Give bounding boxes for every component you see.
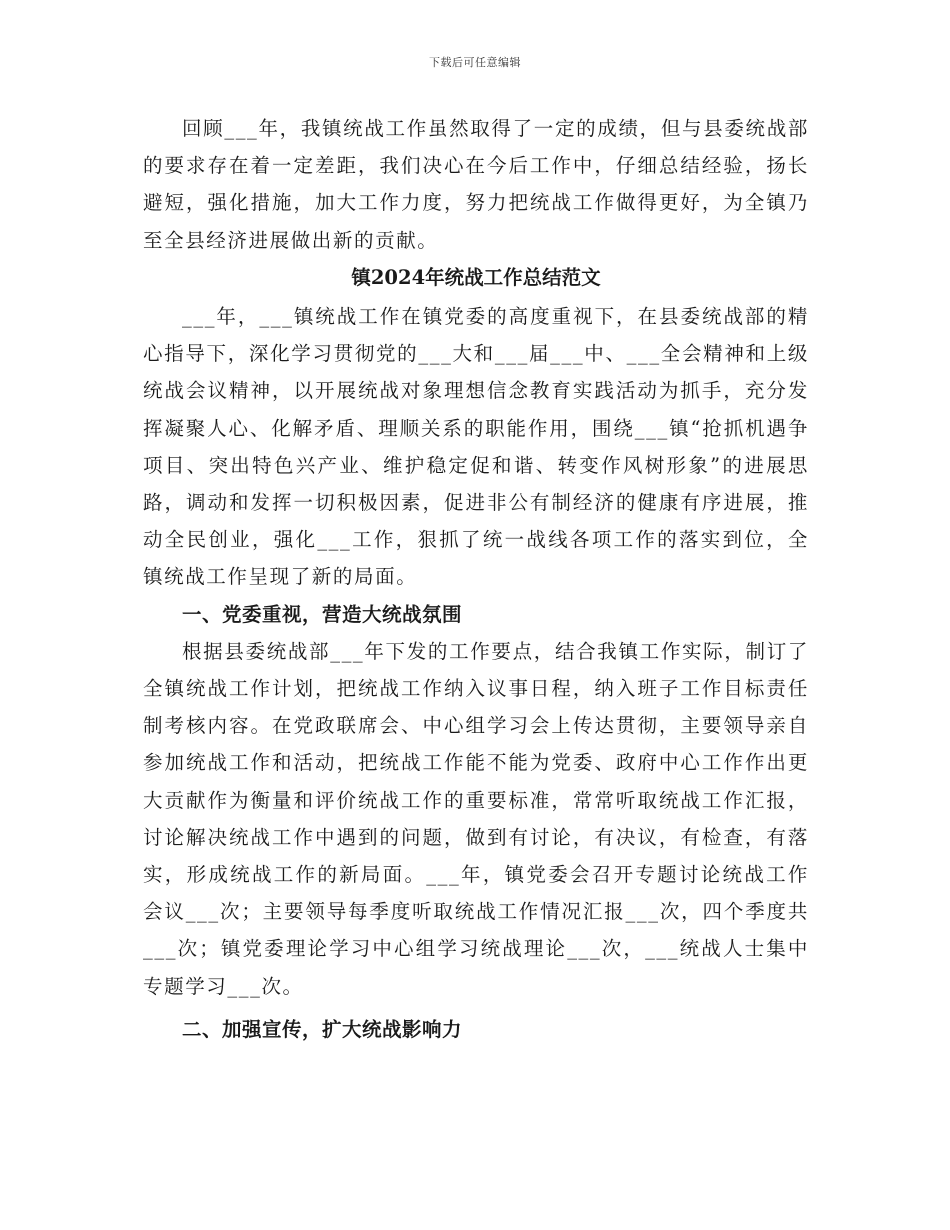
header-note: 下载后可任意编辑 bbox=[429, 56, 521, 69]
section-1-paragraph: 根据县委统战部___年下发的工作要点，结合我镇工作实际，制订了全镇统战工作计划，把统战工作纳入议事日程，纳入班子工作目标责任制考核内容。在党政联席会、中心组学习会上传达贯彻，主要领导亲自参加统战工作和活动，把统战工作能不能为党委、政府中心工作作出更大贡献作为衡量和评价统战工作的重要标准，常常听取统战工作汇报，讨论解决统战工作中遇到的问题，做到有讨论，有决议，有检查，有落实，形成统战工作的新局面。___年，镇党委会召开专题讨论统战工作会议___次；主要领导每季度听取统战工作情况汇报___次，四个季度共___次；镇党委理论学习中心组学习统战理论___次，___统战人士集中专题学习___次。 bbox=[143, 639, 809, 998]
intro-paragraph: 回顾___年，我镇统战工作虽然取得了一定的成绩，但与县委统战部的要求存在着一定差距，我们决心在今后工作中，仔细总结经验，扬长避短，强化措施，加大工作力度，努力把统战工作做得更好，为全镇乃至全县经济进展做出新的贡献。 bbox=[143, 117, 809, 252]
document-title: 镇2024年统战工作总结范文 bbox=[351, 265, 601, 289]
opening-paragraph: ___年，___镇统战工作在镇党委的高度重视下，在县委统战部的精心指导下，深化学习贯彻党的___大和___届___中、___全会精神和上级统战会议精神，以开展统战对象理想信念教育实践活动为抓手，充分发挥凝聚人心、化解矛盾、理顺关系的职能作用，围绕___镇“抢抓机遇争项目、突出特色兴产业、维护稳定促和谐、转变作风树形象”的进展思路，调动和发挥一切积极因素，促进非公有制经济的健康有序进展，推动全民创业，强化___工作，狠抓了统一战线各项工作的落实到位，全镇统战工作呈现了新的局面。 bbox=[143, 305, 809, 589]
section-1-heading: 一、党委重视，营造大统战氛围 bbox=[182, 602, 463, 626]
section-2-heading: 二、加强宣传，扩大统战影响力 bbox=[182, 1017, 463, 1041]
document-body bbox=[143, 110, 809, 1048]
